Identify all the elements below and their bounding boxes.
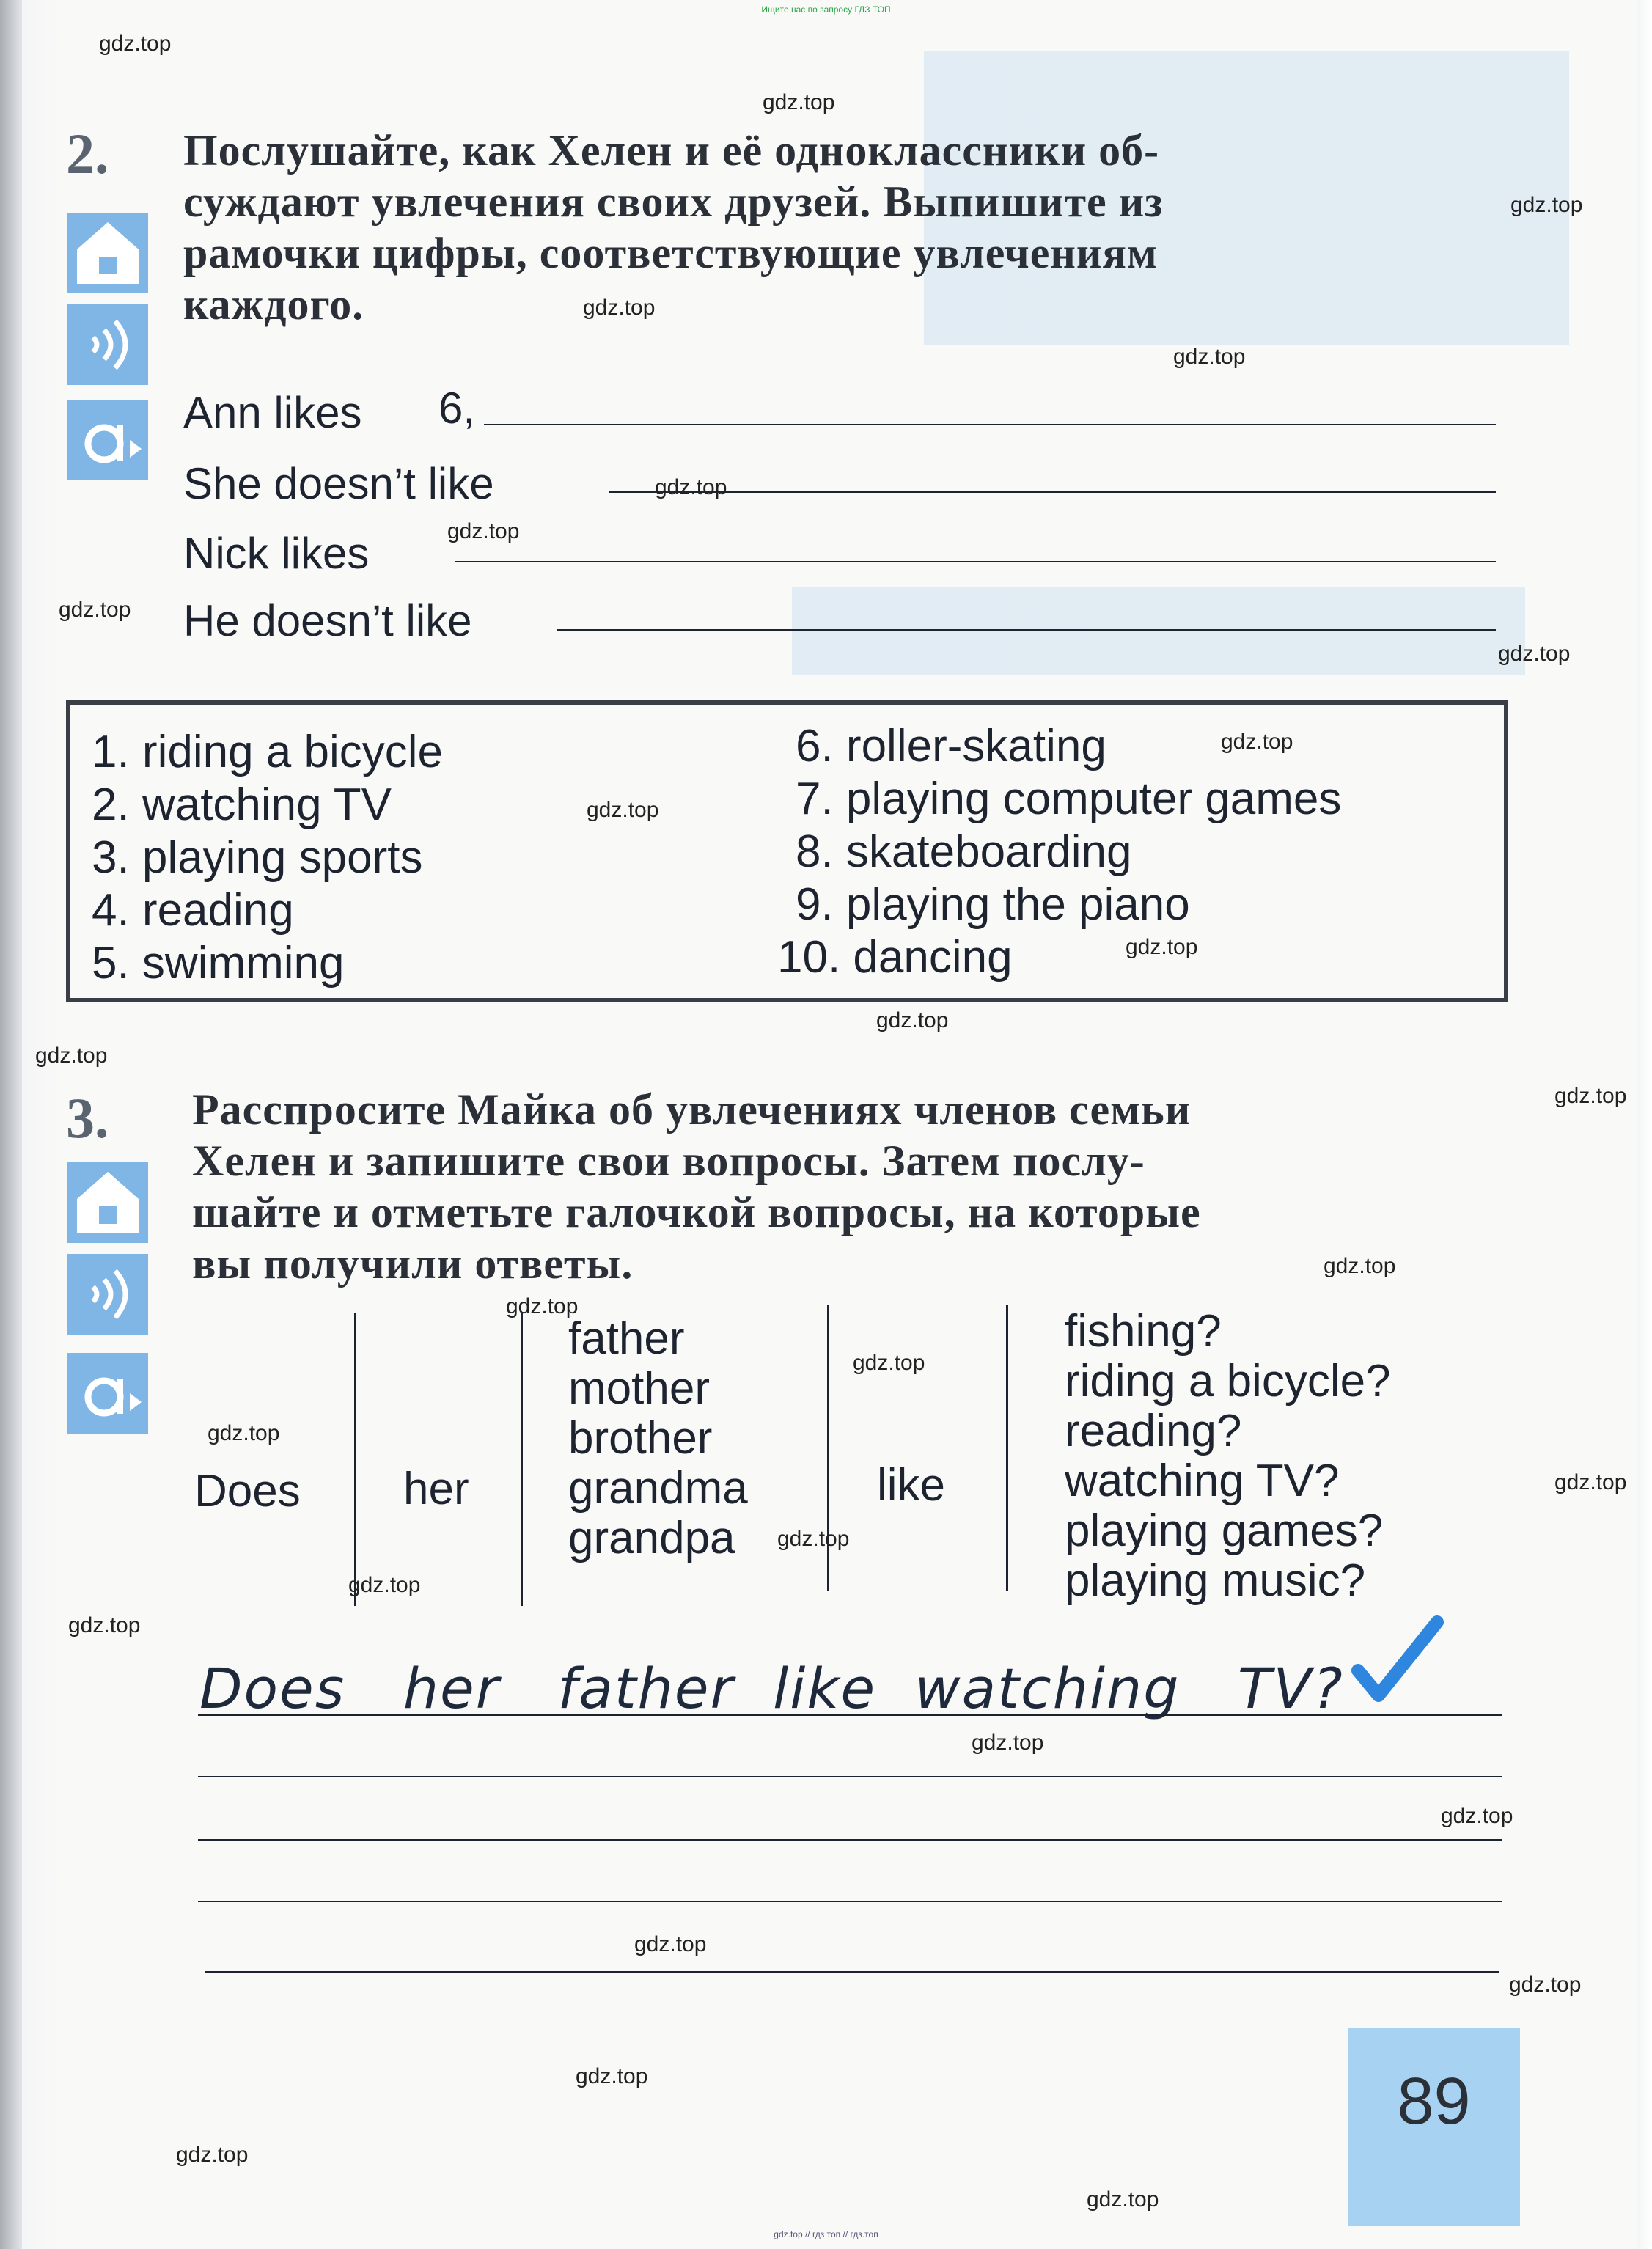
- watermark[interactable]: gdz.top: [68, 1613, 141, 1637]
- hobby-3: 3. playing sports: [92, 832, 423, 883]
- nick-likes-label: Nick likes: [183, 529, 370, 578]
- watermark[interactable]: gdz.top: [583, 296, 656, 320]
- hobby-4: 4. reading: [92, 885, 294, 936]
- watermark[interactable]: gdz.top: [853, 1351, 925, 1375]
- watermark[interactable]: gdz.top: [99, 32, 172, 56]
- hobby-2: 2. watching TV: [92, 779, 392, 830]
- audio-a-icon: [67, 400, 148, 480]
- page-edge: [1637, 0, 1652, 2249]
- ann-likes-label: Ann likes: [183, 388, 362, 437]
- hobby-9: 9. playing the piano: [796, 879, 1190, 930]
- he-doesnt-like-label: He doesn’t like: [183, 596, 472, 645]
- task-3-instruction-1: Расспросите Майка об увлечениях членов семьи: [192, 1085, 1192, 1134]
- she-doesnt-like-label: She doesn’t like: [183, 459, 494, 508]
- activity-riding: riding a bicycle?: [1065, 1356, 1391, 1406]
- task-2-instruction-3: рамочки цифры, соответствующие увлечениям: [183, 229, 1158, 277]
- handwritten-answer[interactable]: Does her father like watching TV?: [199, 1656, 1344, 1721]
- hobby-8: 8. skateboarding: [796, 826, 1132, 877]
- top-banner[interactable]: Ищите нас по запросу ГДЗ ТОП: [761, 4, 891, 15]
- task-3-number: 3.: [66, 1086, 109, 1150]
- task-3-instruction-2: Хелен и запишите свои вопросы. Затем послу-: [192, 1137, 1145, 1185]
- task-3-instruction-3: шайте и отметьте галочкой вопросы, на которые: [192, 1188, 1201, 1236]
- watermark[interactable]: gdz.top: [447, 519, 520, 543]
- table-divider-1: [354, 1313, 356, 1606]
- hobby-10: 10. dancing: [777, 932, 1013, 983]
- task-2-instruction-4: каждого.: [183, 280, 364, 329]
- activity-reading: reading?: [1065, 1406, 1242, 1456]
- watermark[interactable]: gdz.top: [1510, 193, 1583, 217]
- page-number: 89: [1397, 2065, 1471, 2138]
- he-doesnt-like-line[interactable]: [557, 629, 1496, 631]
- member-grandpa: grandpa: [568, 1513, 735, 1563]
- watermark[interactable]: gdz.top: [348, 1573, 421, 1597]
- watermark[interactable]: gdz.top: [1509, 1973, 1582, 1997]
- watermark[interactable]: gdz.top: [1324, 1254, 1396, 1278]
- hobby-1: 1. riding a bicycle: [92, 727, 444, 777]
- word-like: like: [877, 1460, 946, 1511]
- answer-line-2[interactable]: [198, 1776, 1502, 1777]
- member-mother: mother: [568, 1363, 710, 1414]
- listen-icon-3: [67, 1254, 148, 1335]
- watermark[interactable]: gdz.top: [777, 1527, 850, 1551]
- watermark[interactable]: gdz.top: [1126, 935, 1198, 959]
- activity-playing-music: playing music?: [1065, 1555, 1366, 1606]
- task-2-instruction-2: суждают увлечения своих друзей. Выпишите из: [183, 177, 1164, 226]
- nick-likes-line[interactable]: [455, 561, 1496, 562]
- watermark[interactable]: gdz.top: [176, 2143, 249, 2167]
- answer-line-4[interactable]: [198, 1901, 1502, 1902]
- bottom-banner[interactable]: gdz.top // гдз топ // гдз.топ: [774, 2229, 878, 2239]
- watermark[interactable]: gdz.top: [1087, 2187, 1159, 2212]
- audio-a-icon-3: [67, 1353, 148, 1434]
- word-does: Does: [194, 1466, 301, 1516]
- watermark[interactable]: gdz.top: [1441, 1804, 1513, 1828]
- task-2-number: 2.: [66, 122, 109, 186]
- watermark[interactable]: gdz.top: [59, 598, 131, 622]
- hobby-7: 7. playing computer games: [796, 774, 1342, 824]
- binding-shadow: [0, 0, 22, 2249]
- watermark[interactable]: gdz.top: [1221, 730, 1293, 754]
- member-father: father: [568, 1313, 685, 1364]
- activity-fishing: fishing?: [1065, 1306, 1222, 1357]
- answer-line-1[interactable]: [198, 1714, 1502, 1716]
- activity-playing-games: playing games?: [1065, 1505, 1384, 1556]
- watermark[interactable]: gdz.top: [634, 1932, 707, 1956]
- word-her: her: [403, 1464, 469, 1514]
- watermark[interactable]: gdz.top: [1173, 345, 1246, 369]
- hobby-6: 6. roller-skating: [796, 721, 1106, 771]
- task-3-instruction-4: вы получили ответы.: [192, 1239, 634, 1288]
- watermark[interactable]: gdz.top: [876, 1008, 949, 1032]
- task-2-instruction-1: Послушайте, как Хелен и её одноклассники об-: [183, 126, 1160, 175]
- hobby-5: 5. swimming: [92, 938, 345, 988]
- watermark[interactable]: gdz.top: [1498, 642, 1571, 666]
- watermark[interactable]: gdz.top: [972, 1731, 1044, 1755]
- answer-line-5[interactable]: [205, 1971, 1499, 1973]
- watermark[interactable]: gdz.top: [35, 1043, 108, 1068]
- home-task-icon-3: [67, 1162, 148, 1243]
- watermark[interactable]: gdz.top: [506, 1294, 579, 1318]
- member-grandma: grandma: [568, 1463, 748, 1514]
- activity-watching-tv: watching TV?: [1065, 1456, 1340, 1506]
- show-through-shapes-2: [792, 587, 1525, 675]
- answer-line-3[interactable]: [198, 1839, 1502, 1841]
- watermark[interactable]: gdz.top: [763, 90, 835, 114]
- ann-likes-answer[interactable]: 6,: [438, 384, 476, 433]
- watermark[interactable]: gdz.top: [655, 475, 727, 499]
- listen-icon: [67, 304, 148, 385]
- watermark[interactable]: gdz.top: [1554, 1084, 1627, 1108]
- ann-likes-line[interactable]: [484, 424, 1496, 425]
- table-divider-4: [1006, 1305, 1008, 1591]
- checkmark-icon: [1349, 1613, 1444, 1709]
- watermark[interactable]: gdz.top: [587, 798, 659, 822]
- table-divider-2: [521, 1313, 523, 1606]
- home-task-icon: [67, 213, 148, 293]
- watermark[interactable]: gdz.top: [576, 2064, 648, 2088]
- watermark[interactable]: gdz.top: [208, 1421, 280, 1445]
- watermark[interactable]: gdz.top: [1554, 1470, 1627, 1494]
- member-brother: brother: [568, 1413, 713, 1464]
- she-doesnt-like-line[interactable]: [609, 491, 1496, 493]
